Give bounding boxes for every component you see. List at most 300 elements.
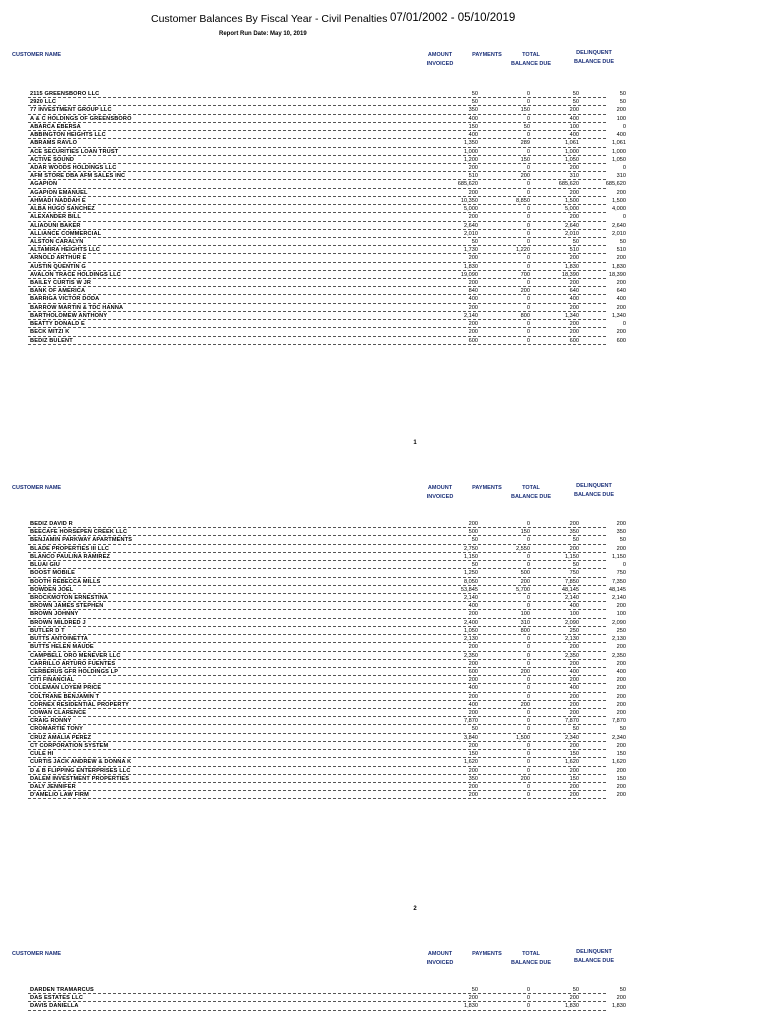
customer-name-cell: BOWDEN JOEL bbox=[30, 586, 74, 593]
customer-name-cell: BLADE PROPERTIES III LLC bbox=[30, 545, 110, 552]
table-row bbox=[28, 106, 626, 114]
amount-invoiced-cell: 200 bbox=[468, 995, 478, 1002]
customer-name-cell: ACTIVE SOUND bbox=[30, 156, 75, 163]
delinquent-balance-cell: 150 bbox=[616, 751, 626, 758]
total-balance-cell: 200 bbox=[569, 701, 579, 708]
delinquent-balance-cell: 48,145 bbox=[608, 586, 626, 593]
payments-cell: 150 bbox=[520, 529, 530, 536]
delinquent-balance-cell: 310 bbox=[616, 173, 626, 180]
total-balance-cell: 200 bbox=[569, 784, 579, 790]
amount-invoiced-cell: 2,640 bbox=[464, 222, 478, 229]
column-header-amount-invoiced-line-1: AMOUNT bbox=[427, 485, 453, 491]
amount-invoiced-cell: 200 bbox=[468, 214, 478, 221]
table-row bbox=[28, 238, 626, 246]
total-balance-cell: 100 bbox=[569, 611, 579, 618]
customer-name-cell: AFM STORE DBA AFM SALES INC bbox=[30, 173, 126, 180]
total-balance-cell: 200 bbox=[569, 255, 579, 262]
delinquent-balance-cell: 50 bbox=[619, 99, 626, 106]
total-balance-cell: 50 bbox=[572, 726, 579, 733]
customer-name-cell: ALSTON CARALYN bbox=[30, 238, 84, 245]
delinquent-balance-cell: 1,340 bbox=[612, 312, 626, 319]
payments-cell: 0 bbox=[526, 164, 530, 171]
amount-invoiced-cell: 50 bbox=[471, 238, 478, 245]
column-header-amount-invoiced bbox=[416, 51, 464, 69]
payments-cell: 150 bbox=[520, 156, 530, 163]
payments-cell: 0 bbox=[526, 263, 530, 270]
amount-invoiced-cell: 3,840 bbox=[464, 734, 478, 741]
amount-invoiced-cell: 400 bbox=[468, 685, 478, 692]
delinquent-balance-cell: 100 bbox=[616, 115, 626, 122]
customer-name-cell: BROWN JAMES STEPHEN bbox=[30, 603, 104, 610]
page-number: 2 bbox=[413, 906, 417, 912]
column-header-total-balance-due bbox=[505, 950, 557, 968]
payments-cell: 0 bbox=[526, 280, 530, 287]
total-balance-cell: 600 bbox=[569, 337, 579, 344]
total-balance-cell: 200 bbox=[569, 521, 579, 527]
payments-cell: 0 bbox=[526, 255, 530, 262]
customer-name-cell: BLANCO PAULINA RAMIREZ bbox=[30, 553, 111, 560]
delinquent-balance-cell: 200 bbox=[616, 701, 626, 708]
delinquent-balance-cell: 0 bbox=[622, 321, 626, 328]
customer-name-cell: BEDIZ DAVID R bbox=[30, 521, 73, 527]
column-header-delinquent-balance-due-line-2: BALANCE DUE bbox=[573, 492, 615, 498]
table-row bbox=[28, 246, 626, 254]
customer-name-cell: CULE HI bbox=[30, 751, 54, 758]
delinquent-balance-cell: 1,830 bbox=[612, 1003, 626, 1010]
amount-invoiced-cell: 200 bbox=[468, 329, 478, 336]
customer-name-cell: D & B FLIPPING ENTERPRISES LLC bbox=[30, 767, 131, 774]
column-header-payments: PAYMENTS bbox=[472, 951, 502, 957]
table-row bbox=[28, 312, 626, 320]
column-header-payments: PAYMENTS bbox=[472, 52, 502, 58]
customer-name-cell: BUTLER D T bbox=[30, 627, 65, 634]
table-row bbox=[28, 643, 626, 651]
table-row bbox=[28, 660, 626, 668]
amount-invoiced-cell: 50 bbox=[471, 987, 478, 993]
column-header-total-balance-due bbox=[505, 51, 557, 69]
payments-cell: 5,700 bbox=[516, 586, 530, 593]
customer-name-cell: 2920 LLC bbox=[30, 99, 57, 106]
amount-invoiced-cell: 200 bbox=[468, 693, 478, 700]
total-balance-cell: 400 bbox=[569, 132, 579, 139]
total-balance-cell: 50 bbox=[572, 99, 579, 106]
amount-invoiced-cell: 200 bbox=[468, 644, 478, 651]
table-row bbox=[28, 295, 626, 303]
table-row bbox=[28, 775, 626, 783]
customer-name-cell: BEDIZ BULENT bbox=[30, 337, 73, 344]
payments-cell: 0 bbox=[526, 230, 530, 237]
table-row bbox=[28, 156, 626, 164]
total-balance-cell: 2,340 bbox=[565, 734, 579, 741]
total-balance-cell: 200 bbox=[569, 107, 579, 114]
amount-invoiced-cell: 50 bbox=[471, 726, 478, 733]
delinquent-balance-cell: 1,620 bbox=[612, 759, 626, 766]
customer-name-cell: DARDEN TRAMARCUS bbox=[30, 987, 94, 993]
payments-cell: 800 bbox=[520, 627, 530, 634]
column-header-customer-name: CUSTOMER NAME bbox=[12, 951, 62, 957]
customer-name-cell: BEATTY DONALD E bbox=[30, 321, 85, 328]
delinquent-balance-cell: 350 bbox=[616, 529, 626, 536]
delinquent-balance-cell: 250 bbox=[616, 627, 626, 634]
table-row bbox=[28, 986, 626, 994]
delinquent-balance-cell: 200 bbox=[616, 189, 626, 196]
table-row bbox=[28, 545, 626, 553]
table-row bbox=[28, 569, 626, 577]
delinquent-balance-cell: 1,150 bbox=[612, 553, 626, 560]
report-date-range: 07/01/2002 - 05/10/2019 bbox=[390, 12, 516, 24]
total-balance-cell: 200 bbox=[569, 304, 579, 311]
delinquent-balance-cell: 2,130 bbox=[612, 636, 626, 643]
customer-name-cell: DAVIS DANIELLA bbox=[30, 1003, 79, 1010]
customer-name-cell: AGAPION bbox=[30, 181, 58, 188]
payments-cell: 1,500 bbox=[516, 734, 530, 741]
delinquent-balance-cell: 200 bbox=[616, 710, 626, 717]
amount-invoiced-cell: 2,140 bbox=[464, 312, 478, 319]
column-header-total-balance-due-line-1: TOTAL bbox=[522, 485, 540, 491]
customer-name-cell: BARRIGA VICTOR DODA bbox=[30, 296, 100, 303]
payments-cell: 0 bbox=[526, 214, 530, 221]
payments-cell: 0 bbox=[526, 148, 530, 155]
table-row bbox=[28, 725, 626, 733]
total-balance-cell: 200 bbox=[569, 677, 579, 684]
total-balance-cell: 200 bbox=[569, 710, 579, 717]
column-header-total-balance-due bbox=[505, 484, 557, 502]
customer-name-cell: CARRILLO ARTURO FUENTES bbox=[30, 660, 116, 667]
amount-invoiced-cell: 5,000 bbox=[464, 206, 478, 213]
table-row bbox=[28, 123, 626, 131]
amount-invoiced-cell: 2,750 bbox=[464, 545, 478, 552]
customer-name-cell: BOOST MOBILE bbox=[30, 570, 75, 577]
amount-invoiced-cell: 150 bbox=[468, 123, 478, 130]
table-row bbox=[28, 254, 626, 262]
amount-invoiced-cell: 200 bbox=[468, 742, 478, 749]
table-row bbox=[28, 222, 626, 230]
table-row bbox=[28, 213, 626, 221]
delinquent-balance-cell: 100 bbox=[616, 611, 626, 618]
payments-cell: 0 bbox=[526, 710, 530, 717]
amount-invoiced-cell: 7,870 bbox=[464, 718, 478, 725]
total-balance-cell: 1,830 bbox=[565, 263, 579, 270]
table-row bbox=[28, 750, 626, 758]
payments-cell: 0 bbox=[526, 329, 530, 336]
payments-cell: 700 bbox=[520, 271, 530, 278]
customer-name-cell: BROWN MILDRED J bbox=[30, 619, 86, 626]
column-header-total-balance-due-line-2: BALANCE DUE bbox=[510, 61, 552, 67]
payments-cell: 50 bbox=[523, 123, 530, 130]
table-row bbox=[28, 734, 626, 742]
customer-name-cell: CURTIS JACK ANDREW & DONNA K bbox=[30, 759, 132, 766]
amount-invoiced-cell: 200 bbox=[468, 255, 478, 262]
total-balance-cell: 50 bbox=[572, 91, 579, 97]
delinquent-balance-cell: 50 bbox=[619, 238, 626, 245]
payments-cell: 0 bbox=[526, 636, 530, 643]
customer-name-cell: BAILEY CURTIS W JR bbox=[30, 280, 92, 287]
delinquent-balance-cell: 4,000 bbox=[612, 206, 626, 213]
column-header-delinquent-balance-due-line-1: DELINQUENT bbox=[576, 483, 612, 489]
total-balance-cell: 310 bbox=[569, 173, 579, 180]
delinquent-balance-cell: 50 bbox=[619, 987, 626, 993]
table-row bbox=[28, 1002, 626, 1010]
delinquent-balance-cell: 0 bbox=[622, 164, 626, 171]
customer-name-cell: ACE SECURITIES LOAN TRUST bbox=[30, 148, 119, 155]
amount-invoiced-cell: 600 bbox=[468, 668, 478, 675]
total-balance-cell: 2,640 bbox=[565, 222, 579, 229]
amount-invoiced-cell: 200 bbox=[468, 521, 478, 527]
delinquent-balance-cell: 200 bbox=[616, 742, 626, 749]
total-balance-cell: 685,620 bbox=[558, 181, 579, 188]
column-header-delinquent-balance-due-line-2: BALANCE DUE bbox=[573, 59, 615, 65]
column-header-amount-invoiced-line-2: INVOICED bbox=[426, 494, 454, 500]
table-row bbox=[28, 320, 626, 328]
delinquent-balance-cell: 600 bbox=[616, 337, 626, 344]
customer-name-cell: BLUAI GIU bbox=[30, 562, 60, 569]
payments-cell: 0 bbox=[526, 181, 530, 188]
report-title: Customer Balances By Fiscal Year - Civil Penalties bbox=[151, 13, 388, 25]
customer-name-cell: DAS ESTATES LLC bbox=[30, 995, 84, 1002]
table-row bbox=[28, 98, 626, 106]
payments-cell: 0 bbox=[526, 132, 530, 139]
payments-cell: 0 bbox=[526, 644, 530, 651]
payments-cell: 100 bbox=[520, 611, 530, 618]
customer-name-cell: AUSTIN QUENTIN G bbox=[30, 263, 86, 270]
table-row bbox=[28, 717, 626, 725]
amount-invoiced-cell: 8,050 bbox=[464, 578, 478, 585]
delinquent-balance-cell: 200 bbox=[616, 767, 626, 774]
table-row bbox=[28, 619, 626, 627]
amount-invoiced-cell: 1,350 bbox=[464, 140, 478, 147]
table-row bbox=[28, 205, 626, 213]
payments-cell: 0 bbox=[526, 189, 530, 196]
column-header-total-balance-due-line-1: TOTAL bbox=[522, 951, 540, 957]
payments-cell: 0 bbox=[526, 767, 530, 774]
delinquent-balance-cell: 200 bbox=[616, 644, 626, 651]
delinquent-balance-cell: 0 bbox=[622, 562, 626, 569]
total-balance-cell: 350 bbox=[569, 529, 579, 536]
table-row bbox=[28, 561, 626, 569]
delinquent-balance-cell: 50 bbox=[619, 537, 626, 544]
total-balance-cell: 1,050 bbox=[565, 156, 579, 163]
total-balance-cell: 1,830 bbox=[565, 1003, 579, 1010]
table-row bbox=[28, 189, 626, 197]
payments-cell: 0 bbox=[526, 238, 530, 245]
amount-invoiced-cell: 200 bbox=[468, 784, 478, 790]
total-balance-cell: 400 bbox=[569, 296, 579, 303]
customer-name-cell: ALTAMIRA HEIGHTS LLC bbox=[30, 247, 101, 254]
amount-invoiced-cell: 2,350 bbox=[464, 652, 478, 659]
table-row bbox=[28, 767, 626, 775]
total-balance-cell: 50 bbox=[572, 562, 579, 569]
report-header bbox=[0, 12, 768, 46]
amount-invoiced-cell: 200 bbox=[468, 280, 478, 287]
amount-invoiced-cell: 840 bbox=[468, 288, 478, 295]
balance-table bbox=[28, 520, 626, 799]
total-balance-cell: 18,390 bbox=[561, 271, 579, 278]
customer-name-cell: COWAN CLARENCE bbox=[30, 710, 87, 717]
total-balance-cell: 1,620 bbox=[565, 759, 579, 766]
amount-invoiced-cell: 2,010 bbox=[464, 230, 478, 237]
delinquent-balance-cell: 200 bbox=[616, 255, 626, 262]
customer-name-cell: CITI FINANCIAL bbox=[30, 677, 75, 684]
payments-cell: 0 bbox=[526, 660, 530, 667]
balance-table bbox=[28, 986, 626, 1011]
payments-cell: 800 bbox=[520, 312, 530, 319]
column-header-total-balance-due-line-2: BALANCE DUE bbox=[510, 960, 552, 966]
payments-cell: 0 bbox=[526, 987, 530, 993]
table-row bbox=[28, 783, 626, 791]
payments-cell: 0 bbox=[526, 652, 530, 659]
delinquent-balance-cell: 1,061 bbox=[612, 140, 626, 147]
column-header-customer-name: CUSTOMER NAME bbox=[12, 485, 62, 491]
delinquent-balance-cell: 685,620 bbox=[605, 181, 626, 188]
delinquent-balance-cell: 200 bbox=[616, 545, 626, 552]
customer-name-cell: AHMADI NADDAH E bbox=[30, 197, 86, 204]
customer-name-cell: CORNEX RESIDENTIAL PROPERTY bbox=[30, 701, 130, 708]
total-balance-cell: 200 bbox=[569, 660, 579, 667]
table-row bbox=[28, 610, 626, 618]
total-balance-cell: 200 bbox=[569, 995, 579, 1002]
payments-cell: 0 bbox=[526, 1003, 530, 1010]
table-row bbox=[28, 164, 626, 172]
payments-cell: 0 bbox=[526, 693, 530, 700]
amount-invoiced-cell: 50 bbox=[471, 99, 478, 106]
amount-invoiced-cell: 685,620 bbox=[457, 181, 478, 188]
total-balance-cell: 1,061 bbox=[565, 140, 579, 147]
delinquent-balance-cell: 2,090 bbox=[612, 619, 626, 626]
payments-cell: 0 bbox=[526, 718, 530, 725]
delinquent-balance-cell: 2,010 bbox=[612, 230, 626, 237]
payments-cell: 200 bbox=[520, 578, 530, 585]
amount-invoiced-cell: 510 bbox=[468, 173, 478, 180]
table-row bbox=[28, 684, 626, 692]
table-row bbox=[28, 668, 626, 676]
total-balance-cell: 100 bbox=[569, 123, 579, 130]
table-row bbox=[28, 536, 626, 544]
amount-invoiced-cell: 50 bbox=[471, 91, 478, 97]
table-row bbox=[28, 304, 626, 312]
amount-invoiced-cell: 200 bbox=[468, 164, 478, 171]
amount-invoiced-cell: 200 bbox=[468, 189, 478, 196]
payments-cell: 0 bbox=[526, 521, 530, 527]
amount-invoiced-cell: 10,350 bbox=[460, 197, 478, 204]
amount-invoiced-cell: 19,090 bbox=[460, 271, 478, 278]
customer-name-cell: ABBINGTON HEIGHTS LLC bbox=[30, 132, 106, 139]
customer-name-cell: COLTRANE BENJAMIN T bbox=[30, 693, 100, 700]
amount-invoiced-cell: 400 bbox=[468, 701, 478, 708]
customer-name-cell: BROWN JOHNNY bbox=[30, 611, 79, 618]
total-balance-cell: 2,130 bbox=[565, 636, 579, 643]
table-row bbox=[28, 594, 626, 602]
table-row bbox=[28, 652, 626, 660]
payments-cell: 500 bbox=[520, 570, 530, 577]
amount-invoiced-cell: 50 bbox=[471, 562, 478, 569]
amount-invoiced-cell: 1,200 bbox=[464, 156, 478, 163]
table-row bbox=[28, 528, 626, 536]
customer-name-cell: ARNOLD ARTHUR E bbox=[30, 255, 87, 262]
total-balance-cell: 400 bbox=[569, 115, 579, 122]
payments-cell: 0 bbox=[526, 206, 530, 213]
payments-cell: 8,850 bbox=[516, 197, 530, 204]
payments-cell: 1,220 bbox=[516, 247, 530, 254]
delinquent-balance-cell: 2,140 bbox=[612, 594, 626, 601]
customer-name-cell: BARTHOLOMEW ANTHONY bbox=[30, 312, 108, 319]
customer-name-cell: ADAR WOODS HOLDINGS LLC bbox=[30, 164, 117, 171]
delinquent-balance-cell: 1,830 bbox=[612, 263, 626, 270]
table-row bbox=[28, 328, 626, 336]
balance-table bbox=[28, 90, 626, 345]
payments-cell: 0 bbox=[526, 685, 530, 692]
total-balance-cell: 400 bbox=[569, 668, 579, 675]
amount-invoiced-cell: 200 bbox=[468, 321, 478, 328]
payments-cell: 150 bbox=[520, 107, 530, 114]
total-balance-cell: 50 bbox=[572, 238, 579, 245]
table-row bbox=[28, 131, 626, 139]
total-balance-cell: 200 bbox=[569, 329, 579, 336]
table-row bbox=[28, 337, 626, 345]
delinquent-balance-cell: 1,500 bbox=[612, 197, 626, 204]
amount-invoiced-cell: 150 bbox=[468, 751, 478, 758]
customer-name-cell: 2115 GREENSBORO LLC bbox=[30, 91, 100, 97]
table-row bbox=[28, 271, 626, 279]
payments-cell: 200 bbox=[520, 701, 530, 708]
delinquent-balance-cell: 200 bbox=[616, 792, 626, 799]
table-row bbox=[28, 578, 626, 586]
delinquent-balance-cell: 0 bbox=[622, 123, 626, 130]
payments-cell: 200 bbox=[520, 288, 530, 295]
customer-name-cell: AVALON TRACE HOLDINGS LLC bbox=[30, 271, 121, 278]
column-header-payments: PAYMENTS bbox=[472, 485, 502, 491]
delinquent-balance-cell: 640 bbox=[616, 288, 626, 295]
total-balance-cell: 400 bbox=[569, 685, 579, 692]
column-header-delinquent-balance-due bbox=[562, 948, 626, 966]
customer-name-cell: AGAPION EMANUEL bbox=[30, 189, 88, 196]
payments-cell: 200 bbox=[520, 173, 530, 180]
customer-name-cell: CAMPBELL ORO MENEVER LLC bbox=[30, 652, 121, 659]
total-balance-cell: 1,150 bbox=[565, 553, 579, 560]
payments-cell: 200 bbox=[520, 775, 530, 782]
amount-invoiced-cell: 2,130 bbox=[464, 636, 478, 643]
column-header-total-balance-due-line-1: TOTAL bbox=[522, 52, 540, 58]
customer-name-cell: BANK OF AMERICA bbox=[30, 288, 86, 295]
table-row bbox=[28, 635, 626, 643]
amount-invoiced-cell: 200 bbox=[468, 677, 478, 684]
amount-invoiced-cell: 350 bbox=[468, 775, 478, 782]
amount-invoiced-cell: 200 bbox=[468, 767, 478, 774]
delinquent-balance-cell: 200 bbox=[616, 685, 626, 692]
delinquent-balance-cell: 400 bbox=[616, 296, 626, 303]
amount-invoiced-cell: 400 bbox=[468, 603, 478, 610]
table-row bbox=[28, 230, 626, 238]
customer-name-cell: D'AMELIO LAW FIRM bbox=[30, 792, 89, 799]
total-balance-cell: 200 bbox=[569, 767, 579, 774]
payments-cell: 0 bbox=[526, 742, 530, 749]
table-row bbox=[28, 709, 626, 717]
table-row bbox=[28, 676, 626, 684]
customer-name-cell: CERBERUS GFR HOLDINGS LP bbox=[30, 668, 119, 675]
delinquent-balance-cell: 510 bbox=[616, 247, 626, 254]
delinquent-balance-cell: 200 bbox=[616, 280, 626, 287]
delinquent-balance-cell: 7,870 bbox=[612, 718, 626, 725]
delinquent-balance-cell: 200 bbox=[616, 603, 626, 610]
total-balance-cell: 150 bbox=[569, 751, 579, 758]
table-row bbox=[28, 287, 626, 295]
amount-invoiced-cell: 2,400 bbox=[464, 619, 478, 626]
customer-name-cell: BECK MITZI K bbox=[30, 329, 70, 336]
delinquent-balance-cell: 7,350 bbox=[612, 578, 626, 585]
amount-invoiced-cell: 2,140 bbox=[464, 594, 478, 601]
table-row bbox=[28, 115, 626, 123]
payments-cell: 289 bbox=[520, 140, 530, 147]
delinquent-balance-cell: 18,390 bbox=[608, 271, 626, 278]
